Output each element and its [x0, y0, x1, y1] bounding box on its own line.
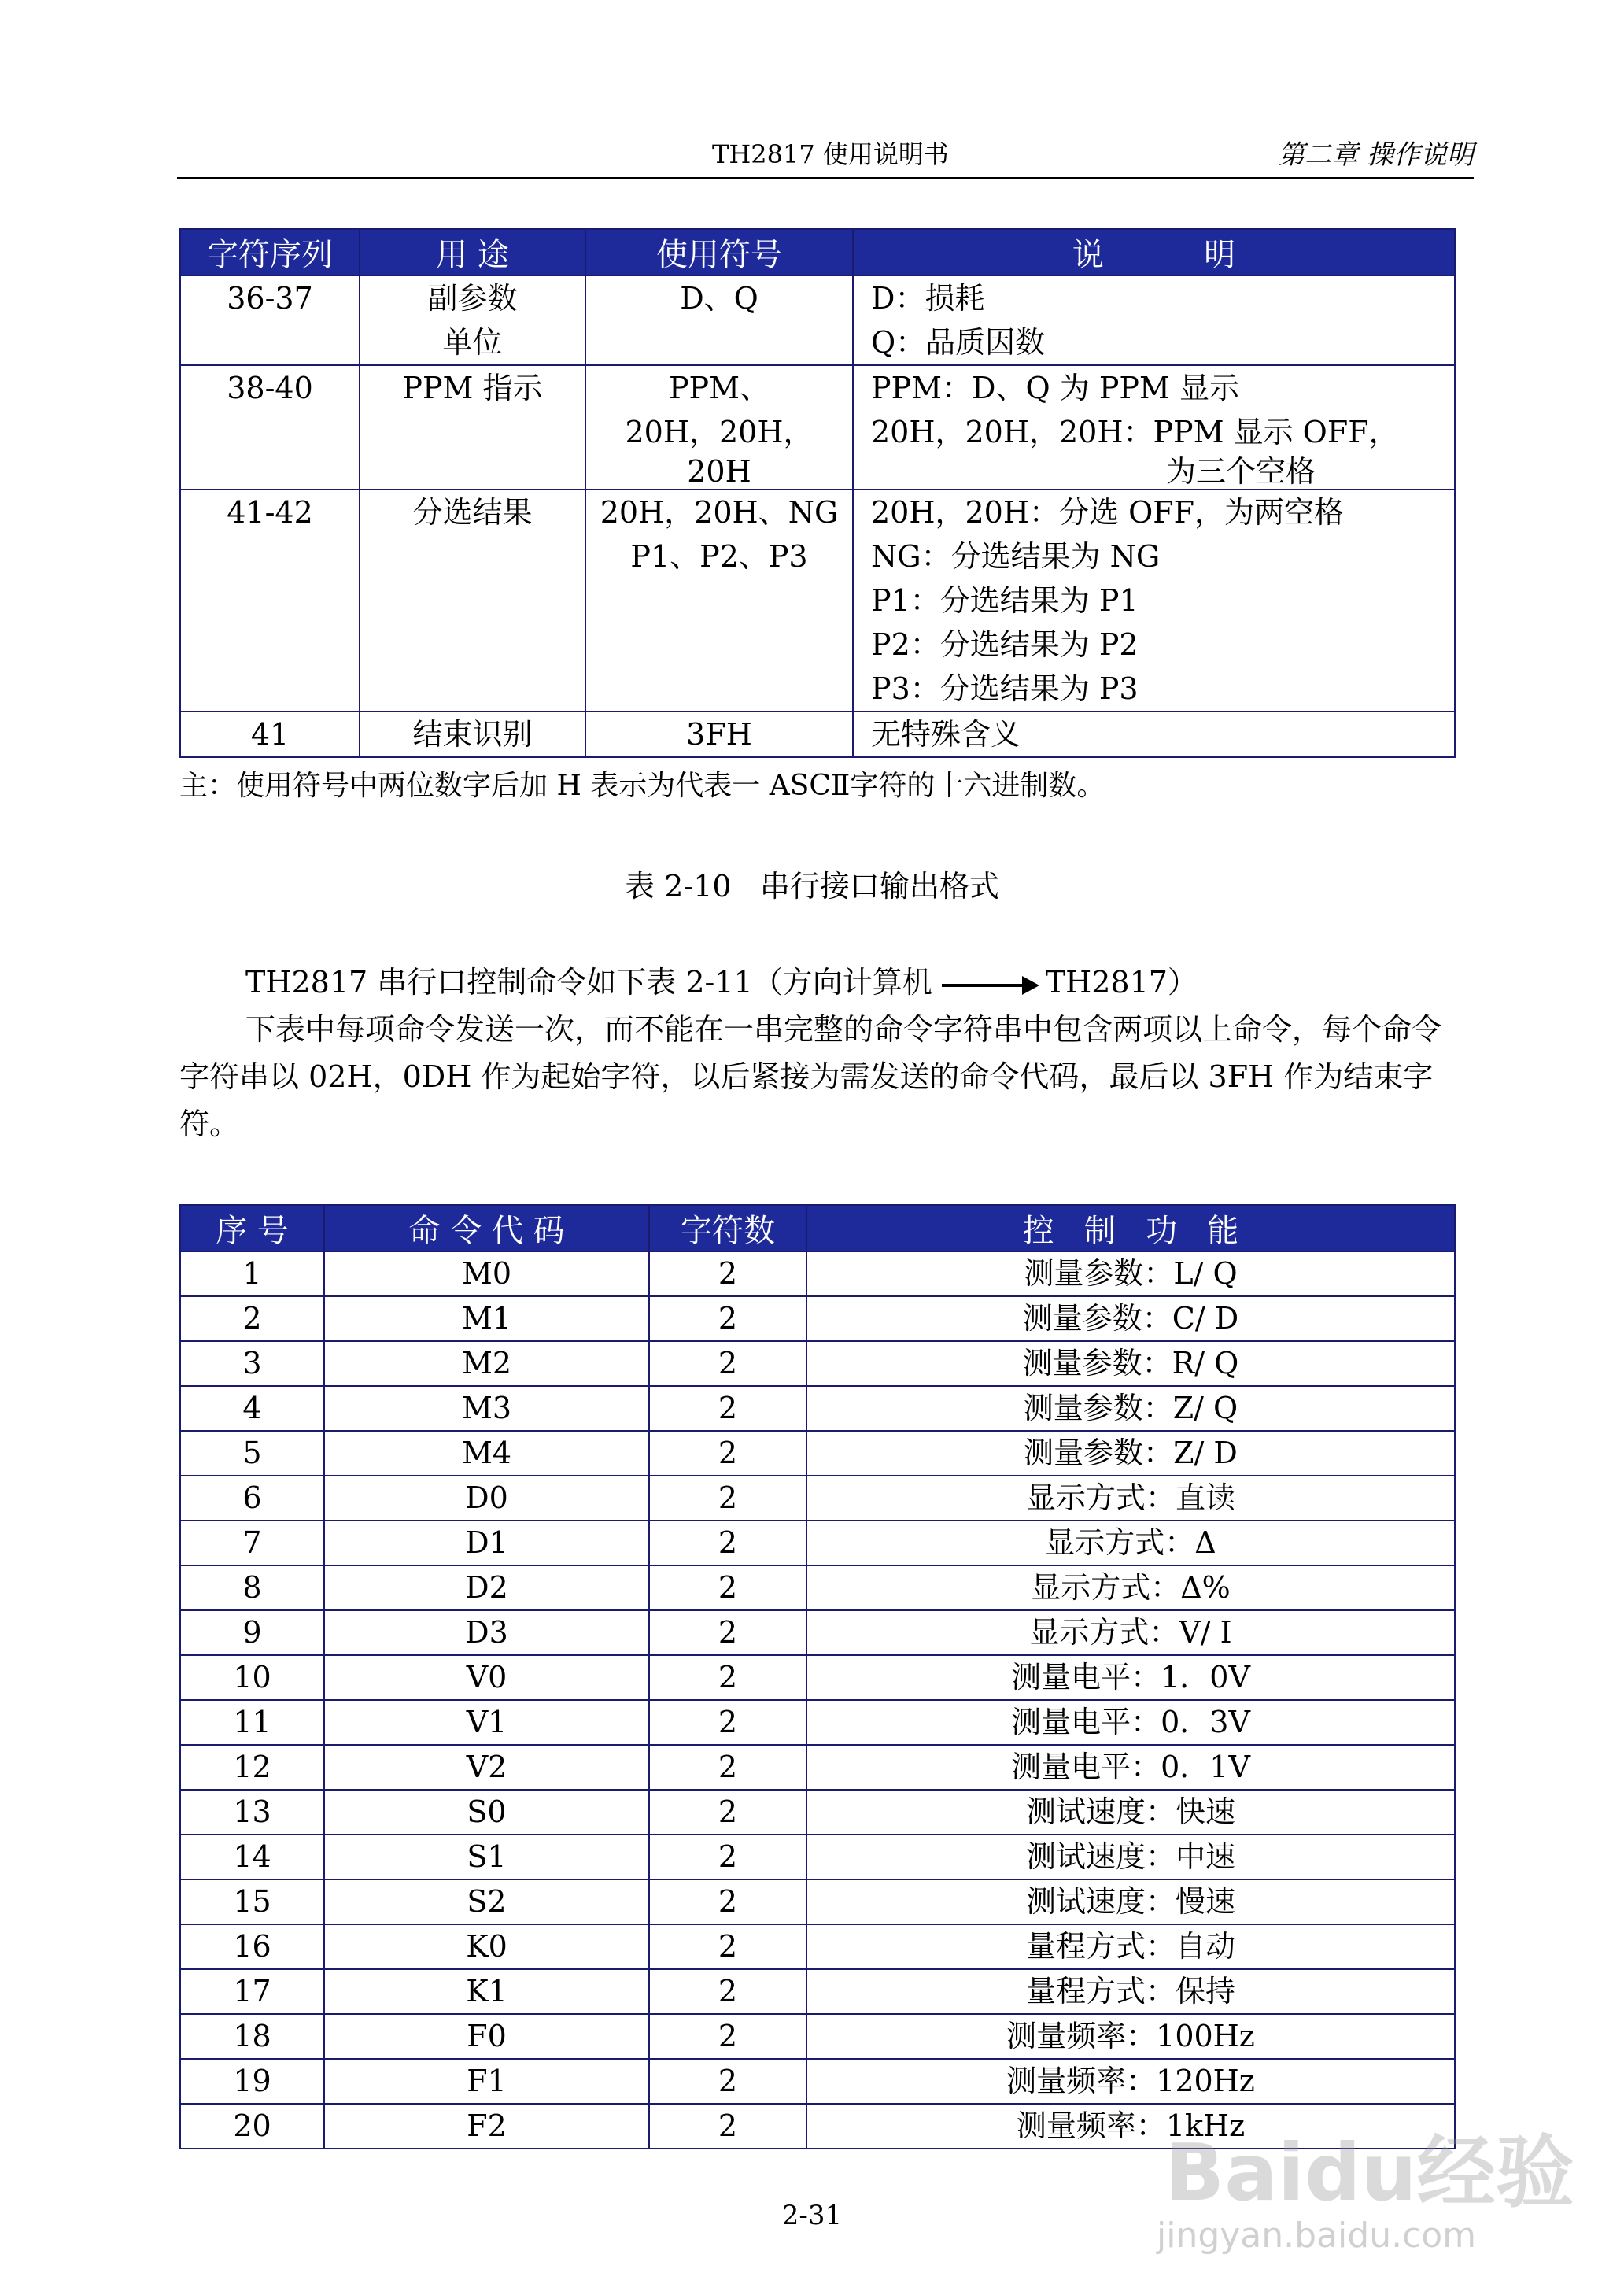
cell-code: S0 [324, 1790, 649, 1835]
cell-chars: 2 [649, 1879, 806, 1924]
chapter-title: 第二章 操作说明 [1278, 139, 1474, 171]
cell-chars: 2 [649, 1924, 806, 1969]
cell-no: 14 [180, 1835, 324, 1879]
cell-line: 20H，20H，20H：PPM 显示 OFF， [871, 415, 1399, 449]
col-header-seq: 字符序列 [180, 229, 360, 275]
cell-line: PPM 指示 [402, 371, 543, 405]
table-row [180, 1655, 1455, 1700]
cell-func: 量程方式：保持 [806, 1969, 1455, 2014]
cell-code: F0 [324, 2014, 649, 2059]
cell-func: 测量频率：100Hz [806, 2014, 1455, 2059]
cell-line: NG：分选结果为 NG [871, 539, 1161, 574]
command-table-body [180, 1251, 1455, 2149]
cell-chars: 2 [649, 1251, 806, 1296]
col-header-no: 序 号 [180, 1205, 324, 1251]
table-row [180, 2059, 1455, 2104]
cell-line: 20H [687, 454, 751, 489]
cell-chars: 2 [649, 1521, 806, 1565]
cell-line: 20H，20H、NG [600, 495, 839, 530]
cell-no: 3 [180, 1341, 324, 1386]
cell-line: 单位 [442, 325, 503, 360]
intro-text-suffix: TH2817） [1045, 965, 1198, 1000]
table-row [180, 365, 1455, 490]
cell-line: Q：品质因数 [871, 325, 1046, 360]
cell-no: 2 [180, 1296, 324, 1341]
col-header-func: 控 制 功 能 [806, 1205, 1455, 1251]
cell-chars: 2 [649, 1296, 806, 1341]
cell-func: 显示方式：Δ% [806, 1565, 1455, 1610]
table-row [180, 1879, 1455, 1924]
cell-code: M0 [324, 1251, 649, 1296]
cell-func: 测量参数：Z/ Q [806, 1386, 1455, 1431]
table-row [180, 711, 1455, 757]
cell-line: 副参数 [427, 281, 518, 316]
table-row [180, 1565, 1455, 1610]
cell-desc [853, 711, 1455, 757]
cell-code: D1 [324, 1521, 649, 1565]
cell-func: 测试速度：中速 [806, 1835, 1455, 1879]
table-row [180, 1251, 1455, 1296]
cell-func: 测量参数：R/ Q [806, 1341, 1455, 1386]
cell-code: V0 [324, 1655, 649, 1700]
cell-code: D0 [324, 1476, 649, 1521]
cell-symbols [585, 365, 853, 490]
table-note: 主：使用符号中两位数字后加 H 表示为代表一 ASCⅡ字符的十六进制数。 [179, 770, 1105, 802]
cell-func: 测量参数：Z/ D [806, 1431, 1455, 1476]
cell-func: 显示方式：直读 [806, 1476, 1455, 1521]
cell-line: D：损耗 [871, 281, 985, 316]
table-row [180, 490, 1455, 711]
cell-symbols [585, 275, 853, 365]
cell-chars: 2 [649, 1386, 806, 1431]
cell-no: 13 [180, 1790, 324, 1835]
cell-no: 19 [180, 2059, 324, 2104]
col-header-code: 命 令 代 码 [324, 1205, 649, 1251]
cell-chars: 2 [649, 1610, 806, 1655]
table-row [180, 1835, 1455, 1879]
cell-func: 测量电平：0．3V [806, 1700, 1455, 1745]
table-row [180, 1296, 1455, 1341]
table-header-row [180, 229, 1455, 275]
cell-no: 4 [180, 1386, 324, 1431]
table-row [180, 1745, 1455, 1790]
cell-no: 12 [180, 1745, 324, 1790]
watermark-logo: Baidu经验 [1164, 2127, 1574, 2219]
cell-chars: 2 [649, 1431, 806, 1476]
table-row [180, 1924, 1455, 1969]
cell-code: M4 [324, 1431, 649, 1476]
cell-chars: 2 [649, 1565, 806, 1610]
cell-line: P2：分选结果为 P2 [871, 627, 1139, 662]
cell-line: D、Q [680, 281, 758, 316]
cell-code: F1 [324, 2059, 649, 2104]
table-row [180, 1386, 1455, 1431]
cell-func: 测量电平：0．1V [806, 1745, 1455, 1790]
command-table [179, 1204, 1456, 2149]
cell-chars: 2 [649, 1655, 806, 1700]
table-row [180, 1431, 1455, 1476]
table-header-row [180, 1205, 1455, 1251]
col-header-desc: 说 明 [853, 229, 1455, 275]
cell-line: PPM、 [668, 371, 770, 405]
cell-chars: 2 [649, 2104, 806, 2149]
cell-code: M2 [324, 1341, 649, 1386]
cell-func: 测量参数：L/ Q [806, 1251, 1455, 1296]
table-row [180, 1700, 1455, 1745]
cell-chars: 2 [649, 2059, 806, 2104]
intro-line [179, 959, 1470, 1006]
cell-line: 无特殊含义 [871, 717, 1021, 752]
cell-chars: 2 [649, 1790, 806, 1835]
cell-line: 为三个空格 [1166, 454, 1316, 489]
cell-no: 20 [180, 2104, 324, 2149]
cell-desc [853, 275, 1455, 365]
cell-line: P1：分选结果为 P1 [871, 583, 1139, 618]
cell-usage [360, 365, 585, 490]
cell-usage [360, 490, 585, 711]
cell-desc [853, 365, 1455, 490]
cell-code: S2 [324, 1879, 649, 1924]
arrow-right-icon [942, 984, 1036, 987]
table-row [180, 1476, 1455, 1521]
table-row [180, 1521, 1455, 1565]
page-header [177, 130, 1474, 179]
cell-line: P3：分选结果为 P3 [871, 671, 1139, 706]
cell-code: V2 [324, 1745, 649, 1790]
document-title: TH2817 使用说明书 [712, 139, 949, 169]
cell-func: 测量频率：120Hz [806, 2059, 1455, 2104]
cell-code: M1 [324, 1296, 649, 1341]
cell-chars: 2 [649, 1835, 806, 1879]
cell-no: 6 [180, 1476, 324, 1521]
page-number: 2-31 [781, 2200, 843, 2231]
col-header-symbols: 使用符号 [585, 229, 853, 275]
cell-usage [360, 275, 585, 365]
cell-func: 显示方式：Δ [806, 1521, 1455, 1565]
cell-no: 17 [180, 1969, 324, 2014]
cell-no: 18 [180, 2014, 324, 2059]
cell-code: K0 [324, 1924, 649, 1969]
cell-chars: 2 [649, 2014, 806, 2059]
table-row [180, 1790, 1455, 1835]
cell-func: 测量参数：C/ D [806, 1296, 1455, 1341]
cell-usage [360, 711, 585, 757]
cell-line: 20H，20H， [625, 415, 814, 449]
cell-symbols [585, 490, 853, 711]
cell-line: 分选结果 [412, 495, 533, 530]
cell-no: 15 [180, 1879, 324, 1924]
cell-no: 5 [180, 1431, 324, 1476]
cell-no: 16 [180, 1924, 324, 1969]
intro-paragraph: 下表中每项命令发送一次，而不能在一串完整的命令字符串中包含两项以上命令，每个命令字符串以 02H，0DH 作为起始字符，以后紧接为需发送的命令代码，最后以 3FH 作为结束字符。 [179, 1012, 1442, 1141]
watermark-url: jingyan.baidu.com [1157, 2216, 1477, 2256]
cell-line: 结束识别 [412, 717, 533, 752]
cell-func: 测量电平：1．0V [806, 1655, 1455, 1700]
cell-code: K1 [324, 1969, 649, 2014]
cell-func: 测试速度：快速 [806, 1790, 1455, 1835]
cell-code: D2 [324, 1565, 649, 1610]
cell-no: 7 [180, 1521, 324, 1565]
cell-line: 20H，20H：分选 OFF，为两空格 [871, 495, 1344, 530]
cell-line: PPM：D、Q 为 PPM 显示 [871, 371, 1239, 405]
cell-no: 8 [180, 1565, 324, 1610]
cell-code: V1 [324, 1700, 649, 1745]
cell-code: F2 [324, 2104, 649, 2149]
cell-no: 11 [180, 1700, 324, 1745]
col-header-chars: 字符数 [649, 1205, 806, 1251]
cell-symbols [585, 711, 853, 757]
cell-line: 3FH [686, 717, 752, 752]
table-row [180, 1610, 1455, 1655]
cell-no: 1 [180, 1251, 324, 1296]
cell-code: D3 [324, 1610, 649, 1655]
cell-no: 9 [180, 1610, 324, 1655]
cell-line: P1、P2、P3 [630, 539, 808, 574]
cell-seq: 38-40 [180, 365, 360, 490]
table-row [180, 1341, 1455, 1386]
cell-seq: 41 [180, 711, 360, 757]
table-row [180, 2014, 1455, 2059]
table-row [180, 275, 1455, 365]
col-header-usage: 用 途 [360, 229, 585, 275]
intro-text-prefix: TH2817 串行口控制命令如下表 2-11（方向计算机 [245, 965, 932, 1000]
cell-func: 显示方式：V/ I [806, 1610, 1455, 1655]
cell-chars: 2 [649, 1341, 806, 1386]
cell-seq: 36-37 [180, 275, 360, 365]
cell-chars: 2 [649, 1969, 806, 2014]
cell-seq: 41-42 [180, 490, 360, 711]
cell-code: S1 [324, 1835, 649, 1879]
cell-func: 测试速度：慢速 [806, 1879, 1455, 1924]
cell-func: 量程方式：自动 [806, 1924, 1455, 1969]
cell-chars: 2 [649, 1476, 806, 1521]
cell-no: 10 [180, 1655, 324, 1700]
cell-chars: 2 [649, 1745, 806, 1790]
cell-desc [853, 490, 1455, 711]
table-caption: 表 2-10 串行接口输出格式 [625, 869, 999, 904]
table-row [180, 1969, 1455, 2014]
cell-chars: 2 [649, 1700, 806, 1745]
output-format-table [179, 228, 1456, 758]
cell-code: M3 [324, 1386, 649, 1431]
cell-func: 测量频率：1kHz [806, 2104, 1455, 2149]
